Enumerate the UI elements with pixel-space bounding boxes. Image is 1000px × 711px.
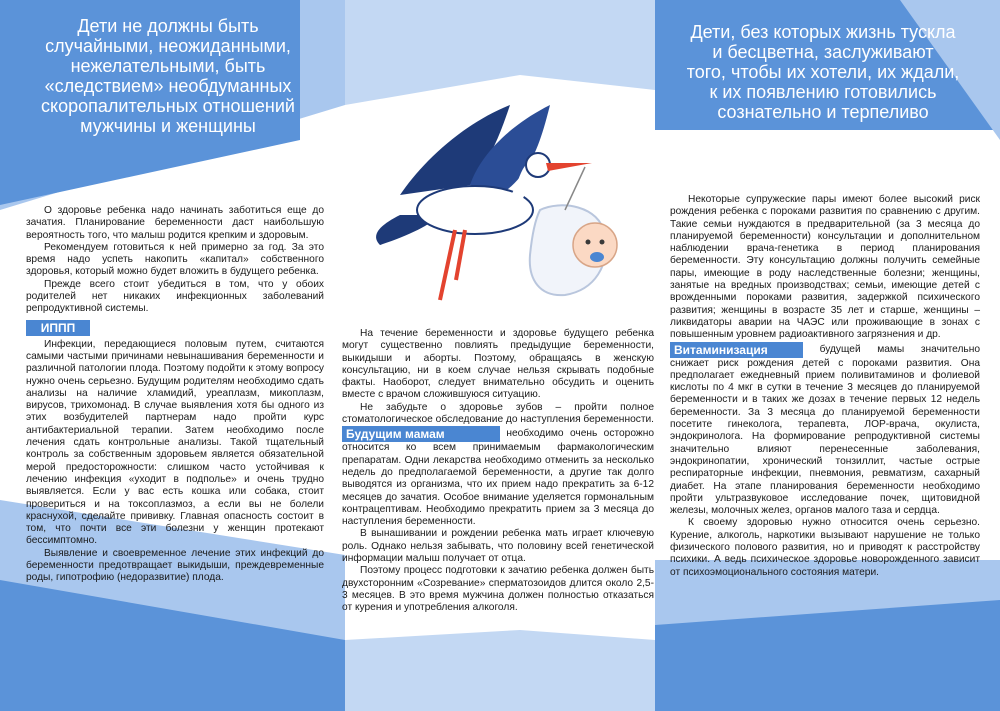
middle-paragraph-2: Не забудьте о здоровье зубов – пройти полное стоматологическое обследование до наступления беременности. <box>342 401 655 426</box>
section-title-future-moms: Будущим мамам <box>342 426 500 442</box>
headline-left: Дети не должны быть случайными, неожиданными, нежелательными, быть «следствием» необдуманных скоропалительных отношений мужчины и женщины <box>41 16 295 136</box>
left-paragraph-2: Рекомендуем готовиться к ней примерно за год. За это время надо успеть накопить «капитал» собственного здоровья, который можно будет вложить в будущего ребенка. <box>26 241 324 278</box>
stork-leg-2 <box>456 230 465 280</box>
stork-head <box>526 153 550 177</box>
right-column <box>670 194 980 579</box>
baby-eye-right <box>600 240 605 245</box>
right-paragraph-2-text: будущей мамы значительно снижает риск рождения детей с пороками развития. Она предполагает ежедневный прием поливитаминов и фолиевой кислоты по 4 мкг в сутки в течение 3 месяцев до планируемой беременности и в таких же дозах в течение первых 12 недель беременности. За 3 месяца до планируемой беременности посетите гинеколога, терапевта, ЛОР-врача, окулиста, эндокринолога. На формирование репродуктивной системы значительно влияют перенесенные заболевания, эндокринопатии, хронический тонзиллит, частые острые респираторные инфекции, пневмония, ревматизм, сахарный диабет. На этапе планирования беременности необходимо пройти ультразвуковое исследование почек, щитовидной железы, молочных желез, органов малого таза и сердца. <box>670 343 980 517</box>
stork-illustration <box>360 85 640 325</box>
headline-right: Дети, без которых жизнь тускла и бесцветна, заслуживают того, чтобы их хотели, их ждали, к их появлению готовились сознательно и терпеливо <box>686 22 960 122</box>
middle-paragraph-3 <box>342 426 654 528</box>
left-paragraph-5: Выявление и своевременное лечение этих инфекций до беременности предотвращает выкидыши, преждевременные роды, гипотрофию (недоразвитие) плода. <box>26 547 324 584</box>
left-paragraph-4: Инфекции, передающиеся половым путем, считаются самыми частыми причинами невынашивания беременности и различной патологии плода. Поэтому подойти к этому вопросу нужно очень серьезно. Будущим родителям необходимо сдать анализы на наличие хламидий, уреаплазм, микоплазм, вирусов, трихомонад. В случае выявления хотя бы одного из этих возбудителей партнерам надо пройти курс антибактериальной терапии. Затем необходимо после лечения сдать контрольные анализы. Такой тщательный контроль за собственным здоровьем является обязательной мерой предосторожности: слишком часто устойчивая к лечению инфекция «уходит в подполье» и очень трудно выявляется. Если у вас есть кошка или собака, стоит провериться и на токсоплазмоз, а если вы не болели краснухой, сделайте прививку. Главная опасность состоит в том, что почти все эти болезни у женщин протекают бессимптомно. <box>26 338 324 547</box>
stork-beak <box>546 163 592 171</box>
baby-pacifier <box>590 252 604 262</box>
left-paragraph-1: О здоровье ребенка надо начинать заботиться еще до зачатия. Планирование беременности даст наибольшую вероятность того, что малыш родится крепким и здоровым. <box>26 205 324 241</box>
section-title-ippp: ИППП <box>26 320 90 336</box>
middle-paragraph-5: Поэтому процесс подготовки к зачатию ребенка должен быть двухсторонним «Созревание» сперматозоидов длится около 2,5-3 месяцев. В это время мужчина должен полностью отказаться от курения и употребления алкоголя. <box>342 565 654 614</box>
baby-eye-left <box>586 240 591 245</box>
left-column <box>26 205 324 585</box>
right-paragraph-2 <box>670 342 980 518</box>
left-paragraph-3: Прежде всего стоит убедиться в том, что у обоих родителей нет никаких инфекционных заболеваний репродуктивной системы. <box>26 278 324 315</box>
stork-leg <box>440 230 455 300</box>
section-title-vitamins: Витаминизация <box>670 342 803 358</box>
bg-bottom-center-light-panel <box>345 630 655 711</box>
middle-paragraph-1: На течение беременности и здоровье будущего ребенка могут существенно повлиять предыдущие беременности, выкидыши и аборты. Поэтому, обращаясь в женскую консультацию, ни в коем случае нельзя скрывать подобные факты. Наоборот, следует внимательно обсудить и оценить вместе с врачом сложившуюся ситуацию. <box>342 328 654 401</box>
bundle-string <box>565 167 585 210</box>
right-paragraph-3: К своему здоровью нужно относится очень серьезно. Курение, алкоголь, наркотики вызывают нарушение не только физического полового развития, но и приводят к расстройству психики. А ведь психическое здоровье новорожденного зависит от психоэмоционального состояния матери. <box>670 517 980 578</box>
middle-paragraph-3-text: необходимо очень осторожно относится ко всем принимаемым фармакологическим препаратам. Одни лекарства необходимо отменить за несколько недель до предполагаемой беременности, а другие так долго выводятся из организма, что их прием надо прекратить за 6-12 месяцев до зачатия. Особое внимание уделяется гормональным контрацептивам. Необходимо прекратить прием за 3 месяца до наступления беременности. <box>342 428 654 528</box>
middle-column <box>342 328 654 615</box>
middle-paragraph-4: В вынашивании и рождении ребенка мать играет ключевую роль. Однако нельзя забывать, что половину всей генетической информации малыш получает от отца. <box>342 528 654 565</box>
right-paragraph-1: Некоторые супружеские пары имеют более высокий риск рождения ребенка с пороками развития по сравнению с другим. Такие семьи нуждаются в предварительной (за 3 месяца до планируемой беременности) консультации и дополнительном наблюдении врача-генетика в период планирования беременности. Эту консультацию должны получить семейные пары, имеющие в роду наследственные болезни; женщины, занятые на вредных производствах; семьи, имеющие детей с врожденными пороками развития, задержкой психического развития; женщины в возрасте 35 лет и старше, женщины – ликвидаторы аварии на ЧАЭС или проживающие в зонах с повышенным уровнем радиоактивного загрязнения и др. <box>670 194 980 341</box>
